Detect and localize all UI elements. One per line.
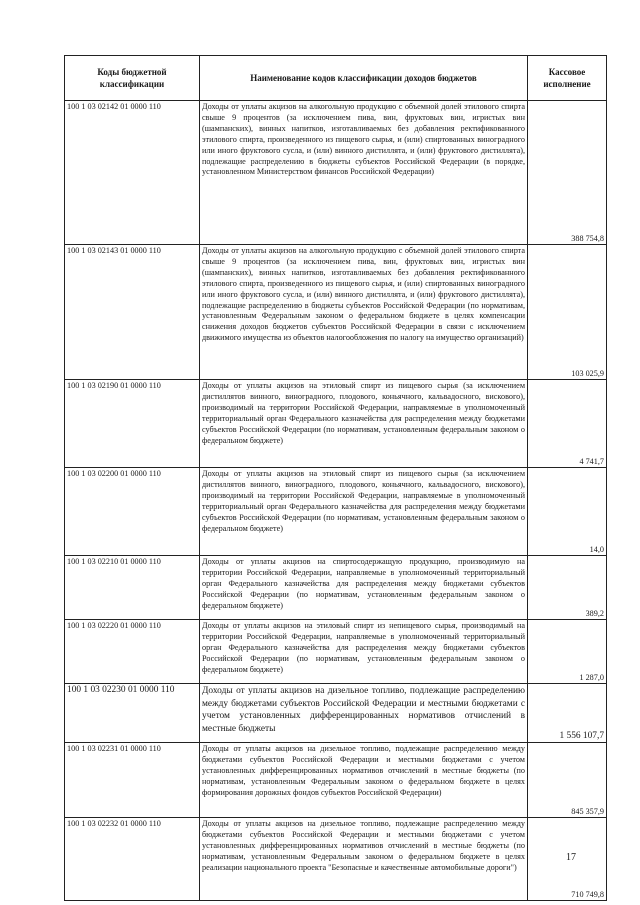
classification-name: Доходы от уплаты акцизов на этиловый спирт из непищевого сырья, производимый на территории Российской Федерации, направляемые в уполномоченный территориальный орган Федерального казначейства для распределения между бюджетами субъектов Российской Федерации (по нормативам, установленным федеральным законом о федеральном бюджете) <box>200 620 528 684</box>
classification-code: 100 1 03 02142 01 0000 110 <box>65 101 200 245</box>
cash-execution-amount: 845 357,9 <box>528 743 607 818</box>
classification-code: 100 1 03 02230 01 0000 110 <box>65 684 200 743</box>
table-row <box>65 818 607 901</box>
budget-revenue-table <box>64 55 607 901</box>
page-number: 17 <box>566 852 576 863</box>
cash-execution-amount: 389,2 <box>528 556 607 620</box>
classification-name: Доходы от уплаты акцизов на алкогольную продукцию с объемной долей этилового спирта свыше 9 процентов (за исключением пива, вин, фруктовых вин, игристых вин (шампанских), винных напитков, изготавливаемых без добавления ректификованного этилового спирта, произведенного из пищевого сырья, и (или) спиртованных виноградного или иного фруктового сусла, и (или) винного дистиллята, и (или) фруктового дистиллята), подлежащие распределению в бюджеты субъектов Российской Федерации (в порядке, установленном Министерством финансов Российской Федерации) <box>200 101 528 245</box>
classification-code: 100 1 03 02190 01 0000 110 <box>65 380 200 468</box>
classification-code: 100 1 03 02231 01 0000 110 <box>65 743 200 818</box>
cash-execution-amount: 14,0 <box>528 468 607 556</box>
classification-code: 100 1 03 02232 01 0000 110 <box>65 818 200 901</box>
classification-code: 100 1 03 02220 01 0000 110 <box>65 620 200 684</box>
classification-name: Доходы от уплаты акцизов на спиртосодержащую продукцию, производимую на территории Российской Федерации, направляемые в уполномоченный территориальный орган Федерального казначейства для распределения между бюджетами субъектов Российской Федерации (по нормативам, установленным федеральным законом о федеральном бюджете) <box>200 556 528 620</box>
table-row <box>65 245 607 380</box>
header-amount: Кассовое исполнение <box>528 56 607 101</box>
table-row <box>65 556 607 620</box>
table-row <box>65 684 607 743</box>
classification-code: 100 1 03 02143 01 0000 110 <box>65 245 200 380</box>
cash-execution-amount: 4 741,7 <box>528 380 607 468</box>
classification-name: Доходы от уплаты акцизов на алкогольную продукцию с объемной долей этилового спирта свыше 9 процентов (за исключением пива, вин, фруктовых вин, игристых вин (шампанских), винных напитков, изготавливаемых без добавления ректификованного этилового спирта, произведенного из пищевого сырья, и (или) спиртованных виноградного или иного фруктового сусла, и (или) винного дистиллята, и (или) фруктового дистиллята), подлежащие распределению в бюджеты субъектов Российской Федерации (по нормативам, установленным Федеральным законом о федеральном бюджете в целях компенсации снижения доходов бюджетов субъектов Российской Федерации в связи с исключением движимого имущества из объектов налогообложения по налогу на имущество организаций) <box>200 245 528 380</box>
cash-execution-amount: 103 025,9 <box>528 245 607 380</box>
cash-execution-amount: 1 287,0 <box>528 620 607 684</box>
cash-execution-amount: 1 556 107,7 <box>528 684 607 743</box>
classification-code: 100 1 03 02200 01 0000 110 <box>65 468 200 556</box>
header-codes: Коды бюджетной классификации <box>65 56 200 101</box>
table-row <box>65 380 607 468</box>
header-name: Наименование кодов классификации доходов бюджетов <box>200 56 528 101</box>
classification-name: Доходы от уплаты акцизов на дизельное топливо, подлежащие распределению между бюджетами субъектов Российской Федерации и местными бюджетами с учетом установленных дифференцированных нормативов отчислений в местные бюджеты <box>200 684 528 743</box>
classification-code: 100 1 03 02210 01 0000 110 <box>65 556 200 620</box>
cash-execution-amount: 388 754,8 <box>528 101 607 245</box>
classification-name: Доходы от уплаты акцизов на дизельное топливо, подлежащие распределению между бюджетами субъектов Российской Федерации и местными бюджетами с учетом установленных дифференцированных нормативов отчислений в местные бюджеты (по нормативам, установленным Федеральным законом о федеральном бюджете в целях реализации национального проекта "Безопасные и качественные автомобильные дороги") <box>200 818 528 901</box>
table-row <box>65 743 607 818</box>
classification-name: Доходы от уплаты акцизов на дизельное топливо, подлежащие распределению между бюджетами субъектов Российской Федерации и местными бюджетами с учетом установленных дифференцированных нормативов отчислений в местные бюджеты (по нормативам, установленным Федеральным законом о федеральном бюджете в целях формирования дорожных фондов субъектов Российской Федерации) <box>200 743 528 818</box>
classification-name: Доходы от уплаты акцизов на этиловый спирт из пищевого сырья (за исключением дистиллятов винного, виноградного, плодового, коньячного, кальвадосного, вискового), производимый на территории Российской Федерации, направляемые в уполномоченный территориальный орган Федерального казначейства для распределения между бюджетами субъектов Российской Федерации (по нормативам, установленным федеральным законом о федеральном бюджете) <box>200 380 528 468</box>
table-row <box>65 620 607 684</box>
table-row <box>65 101 607 245</box>
table-row <box>65 468 607 556</box>
cash-execution-amount: 710 749,8 <box>528 818 607 901</box>
classification-name: Доходы от уплаты акцизов на этиловый спирт из пищевого сырья (за исключением дистиллятов винного, виноградного, плодового, коньячного, кальвадосного, вискового), производимый на территории Российской Федерации, направляемые в уполномоченный территориальный орган Федерального казначейства для распределения между бюджетами субъектов Российской Федерации (по нормативам, установленным федеральным законом о федеральном бюджете) <box>200 468 528 556</box>
